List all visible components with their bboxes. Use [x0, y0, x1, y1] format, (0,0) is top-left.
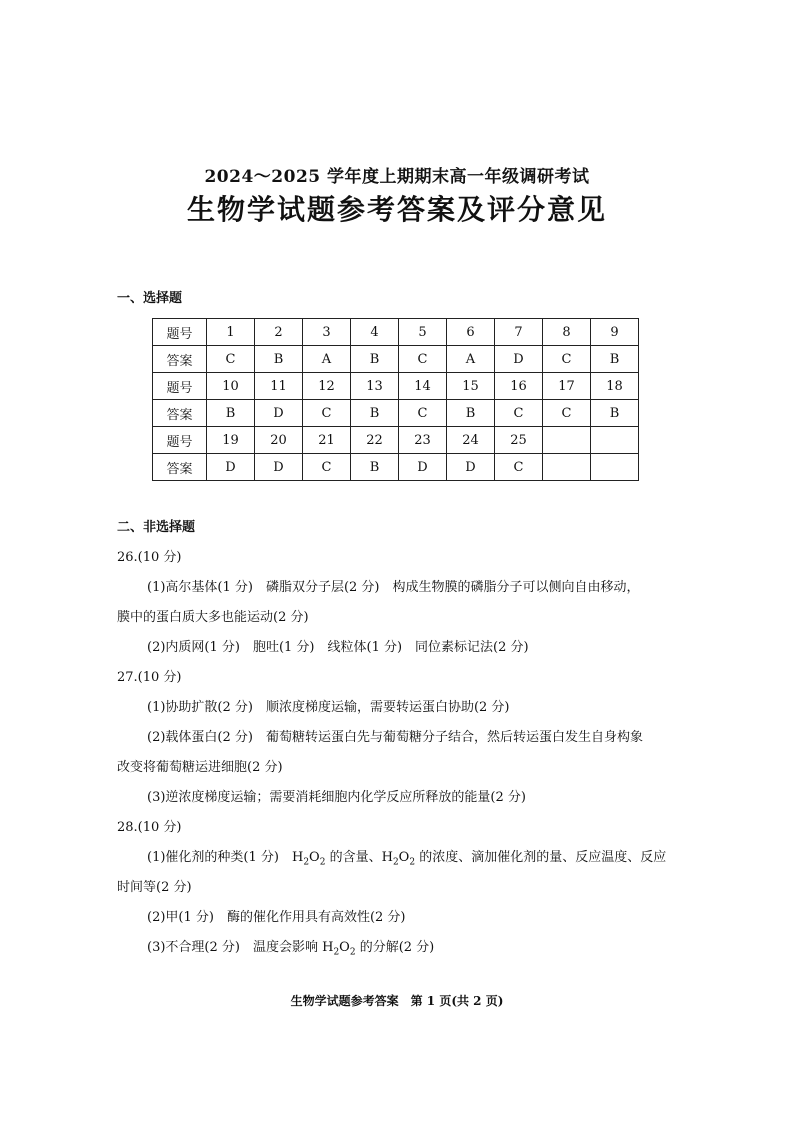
answer-table-cell: C — [399, 400, 447, 427]
row-label-cell: 题号 — [153, 319, 207, 346]
answer-table-cell: 9 — [591, 319, 639, 346]
answer-table-cell: D — [255, 454, 303, 481]
answer-table-cell: 4 — [351, 319, 399, 346]
answer-table-cell — [591, 427, 639, 454]
answer-table-row — [153, 400, 639, 427]
answer-table-cell: 14 — [399, 373, 447, 400]
answer-table-cell: 6 — [447, 319, 495, 346]
answer-table-cell: 20 — [255, 427, 303, 454]
answer-table-cell: C — [207, 346, 255, 373]
answer-table-cell: D — [207, 454, 255, 481]
answer-table-cell: C — [399, 346, 447, 373]
q27-part2-line1: (2)载体蛋白(2 分) 葡萄糖转运蛋白先与葡萄糖分子结合，然后转运蛋白发生自身构象 — [147, 730, 643, 745]
q27-number: 27.(10 分) — [117, 670, 182, 685]
q28-part1-line2: 时间等(2 分) — [117, 880, 192, 895]
answer-table-cell: 16 — [495, 373, 543, 400]
answer-table-cell: 25 — [495, 427, 543, 454]
answer-table-cell: D — [495, 346, 543, 373]
answer-table-cell: B — [255, 346, 303, 373]
document-title: 生物学试题参考答案及评分意见 — [186, 193, 607, 226]
answer-table-cell: C — [495, 454, 543, 481]
answer-table-cell: 1 — [207, 319, 255, 346]
answer-table-cell: C — [495, 400, 543, 427]
answer-table-cell: B — [207, 400, 255, 427]
answer-table-cell: 3 — [303, 319, 351, 346]
section-2-heading: 二、非选择题 — [117, 520, 196, 535]
answer-table-cell: 13 — [351, 373, 399, 400]
q28-number: 28.(10 分) — [117, 820, 182, 835]
answer-table-cell: D — [447, 454, 495, 481]
answer-table-cell: 12 — [303, 373, 351, 400]
answer-table-cell: B — [591, 346, 639, 373]
answer-table-cell: B — [351, 454, 399, 481]
answer-table-cell — [543, 427, 591, 454]
q27-part3: (3)逆浓度梯度运输；需要消耗细胞内化学反应所释放的能量(2 分) — [147, 790, 526, 805]
answer-table-cell: 18 — [591, 373, 639, 400]
answer-table-cell: A — [447, 346, 495, 373]
answer-table-cell: 2 — [255, 319, 303, 346]
answer-table-cell: 11 — [255, 373, 303, 400]
row-label-cell: 题号 — [153, 373, 207, 400]
answer-table-row — [153, 373, 639, 400]
answer-table-cell: B — [351, 400, 399, 427]
section-1-heading: 一、选择题 — [117, 291, 183, 306]
answer-table-cell: 24 — [447, 427, 495, 454]
answer-table-cell — [591, 454, 639, 481]
q28-part2: (2)甲(1 分) 酶的催化作用具有高效性(2 分) — [147, 910, 406, 925]
answer-table-cell: C — [543, 400, 591, 427]
answer-table-cell: 22 — [351, 427, 399, 454]
page-footer: 生物学试题参考答案 第 1 页(共 2 页) — [290, 994, 504, 1008]
answer-table-cell: B — [447, 400, 495, 427]
answer-table-cell: 7 — [495, 319, 543, 346]
exam-subtitle: 2024～2025 学年度上期期末高一年级调研考试 — [204, 167, 590, 187]
answer-table-cell: 17 — [543, 373, 591, 400]
answer-table-cell: 10 — [207, 373, 255, 400]
answer-table-cell: B — [591, 400, 639, 427]
q26-part2: (2)内质网(1 分) 胞吐(1 分) 线粒体(1 分) 同位素标记法(2 分) — [147, 640, 529, 655]
answer-table-row — [153, 427, 639, 454]
answer-table-row — [153, 346, 639, 373]
answer-table-cell — [543, 454, 591, 481]
q27-part1: (1)协助扩散(2 分) 顺浓度梯度运输，需要转运蛋白协助(2 分) — [147, 700, 510, 715]
q28-part1-line1: (1)催化剂的种类(1 分) $H_2O_2$ 的含量、$H_2O_2$ 的浓度、滴加催化剂的量、反应温度、反应 — [147, 850, 667, 868]
answer-table-cell: C — [543, 346, 591, 373]
answer-table-cell: 8 — [543, 319, 591, 346]
answer-table-cell: D — [255, 400, 303, 427]
q26-number: 26.(10 分) — [117, 550, 182, 565]
row-label-cell: 题号 — [153, 427, 207, 454]
row-label-cell: 答案 — [153, 346, 207, 373]
q28-part3: (3)不合理(2 分) 温度会影响 $H_2O_2$ 的分解(2 分) — [147, 940, 435, 958]
answer-table-cell: C — [303, 454, 351, 481]
answer-table-cell: A — [303, 346, 351, 373]
q27-part2-line2: 改变将葡萄糖运进细胞(2 分) — [117, 760, 283, 775]
answer-table-cell: 19 — [207, 427, 255, 454]
answer-table-cell: 15 — [447, 373, 495, 400]
answer-table-cell: B — [351, 346, 399, 373]
answer-table-cell: 23 — [399, 427, 447, 454]
q26-part1-line1: (1)高尔基体(1 分) 磷脂双分子层(2 分) 构成生物膜的磷脂分子可以侧向自由移动， — [147, 580, 640, 595]
answer-table-row — [153, 454, 639, 481]
row-label-cell: 答案 — [153, 400, 207, 427]
answer-table-cell: 5 — [399, 319, 447, 346]
answer-table — [152, 318, 639, 481]
answer-table-cell: C — [303, 400, 351, 427]
answer-table-cell: 21 — [303, 427, 351, 454]
answer-table-row — [153, 319, 639, 346]
q26-part1-line2: 膜中的蛋白质大多也能运动(2 分) — [117, 610, 309, 625]
row-label-cell: 答案 — [153, 454, 207, 481]
answer-table-cell: D — [399, 454, 447, 481]
